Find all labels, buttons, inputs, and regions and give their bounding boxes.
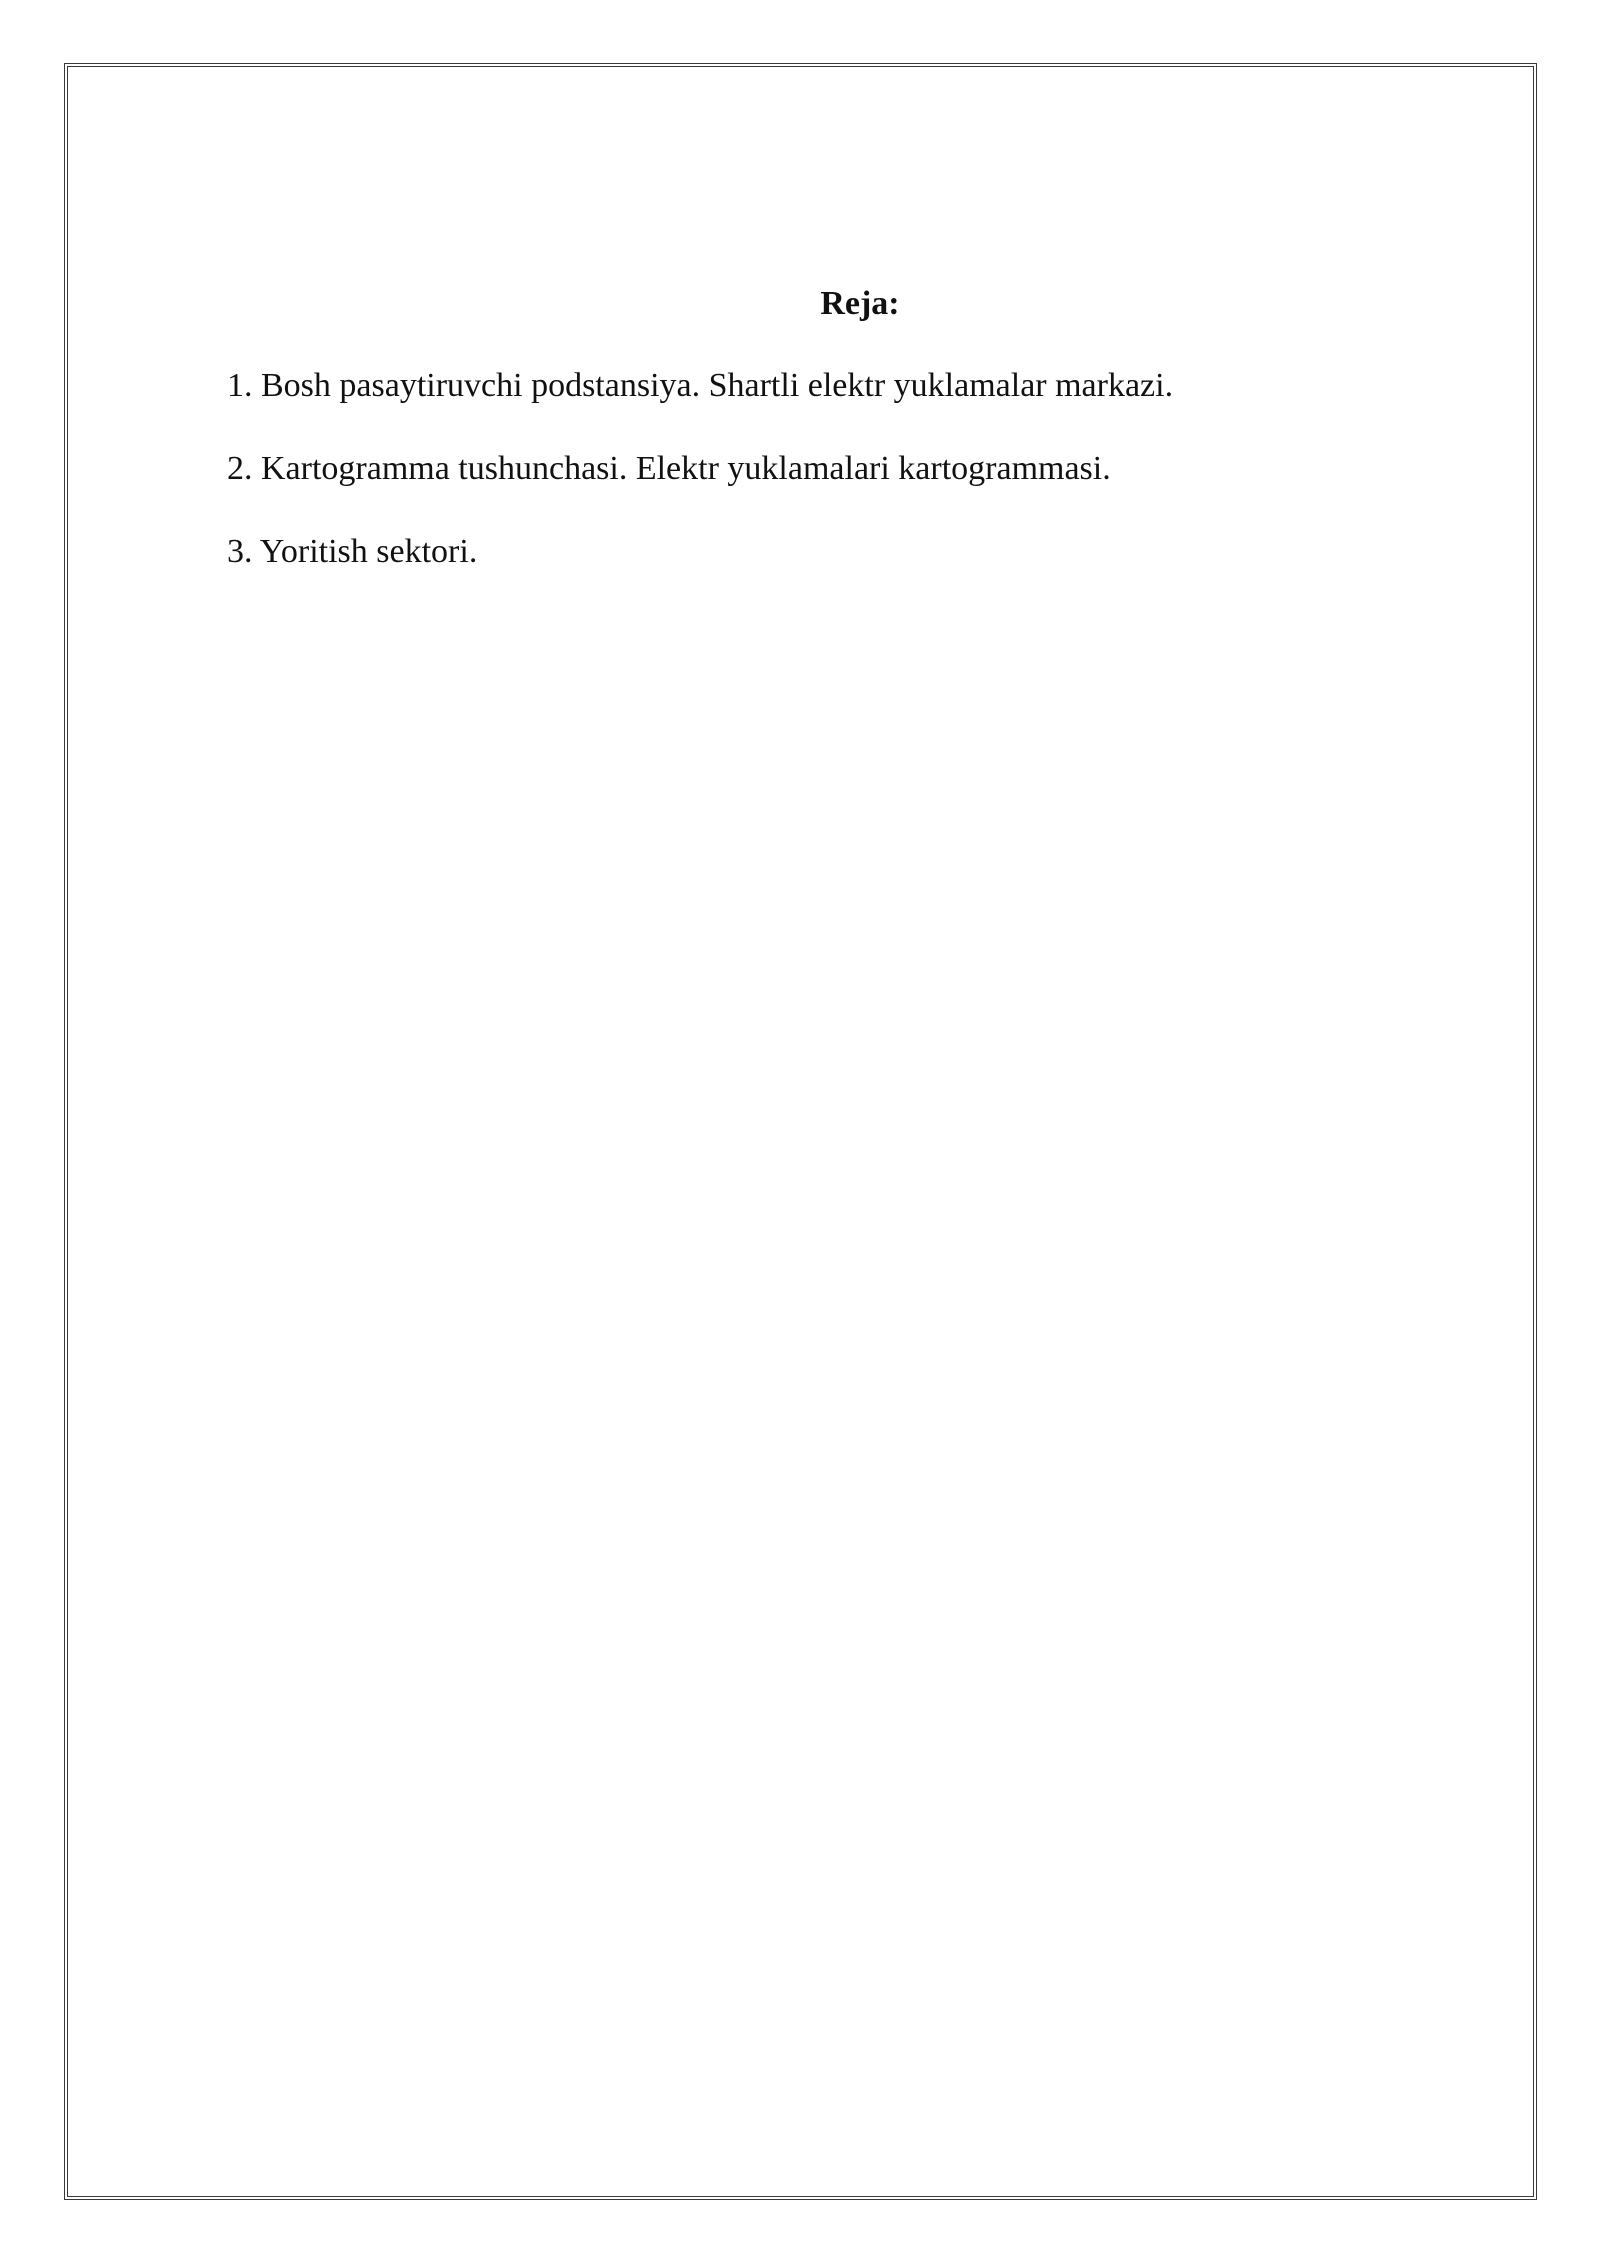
plan-item-1: 1. Bosh pasaytiruvchi podstansiya. Shartli elektr yuklamalar markazi. [227,367,1174,404]
plan-heading: Reja: [820,285,900,322]
plan-item-3: 3. Yoritish sektori. [227,533,478,570]
plan-list [227,364,1173,613]
plan-item-2: 2. Kartogramma tushunchasi. Elektr yuklamalari kartogrammasi. [227,450,1111,487]
